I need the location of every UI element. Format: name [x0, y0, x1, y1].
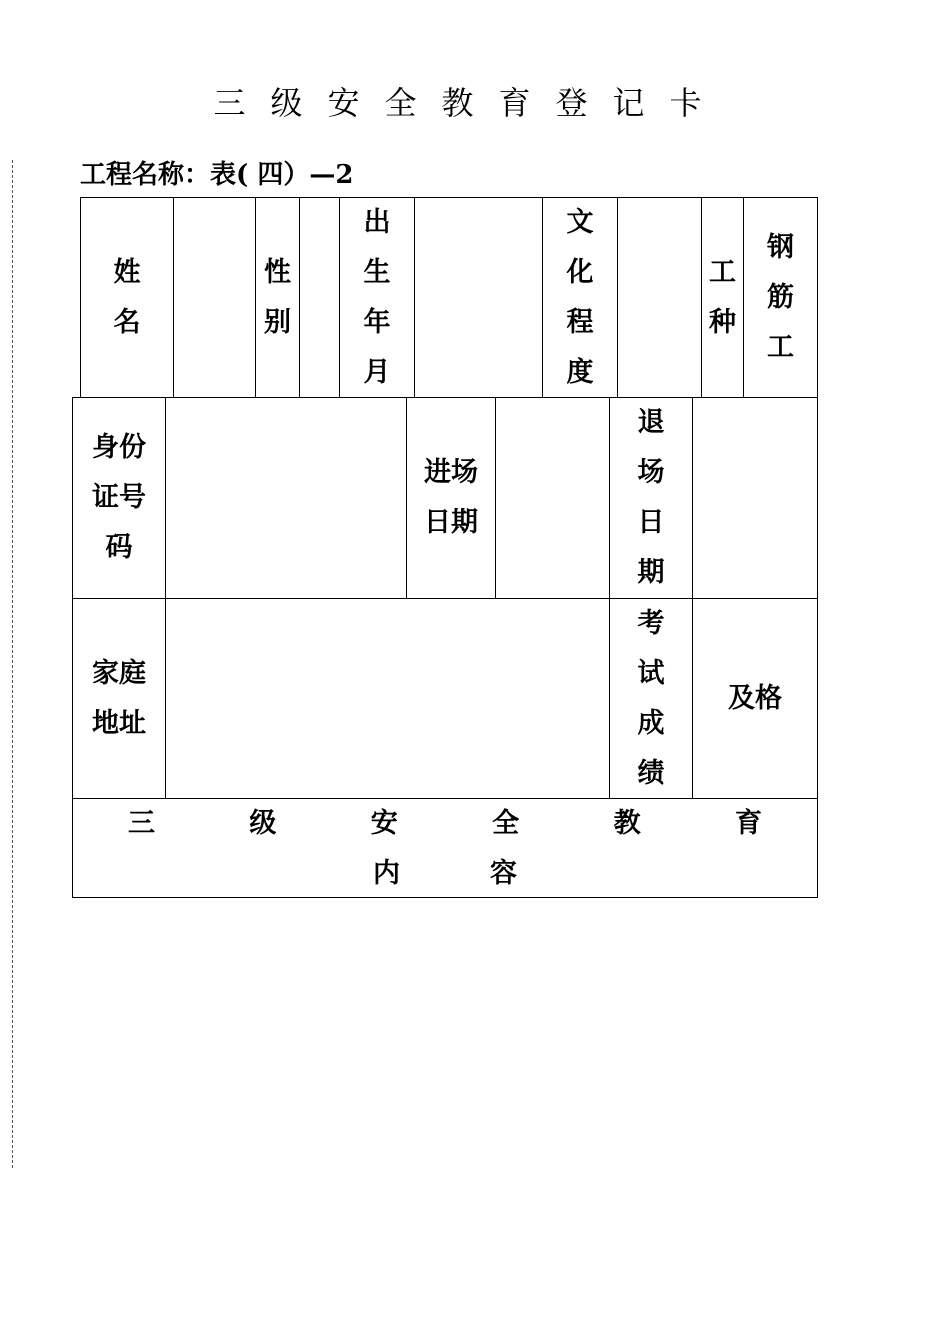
- glyph: 三: [128, 808, 155, 839]
- glyph: 筋: [767, 281, 794, 313]
- glyph: 育: [734, 808, 762, 839]
- score-value-cell[interactable]: [692, 598, 818, 799]
- glyph: 成: [637, 707, 665, 739]
- gender-value-cell[interactable]: [299, 197, 340, 398]
- entry-label-cell: [406, 397, 496, 599]
- glyph: 教: [613, 808, 641, 839]
- name-label-cell: [80, 197, 174, 398]
- content-heading-line1: [73, 799, 817, 849]
- address-value-cell[interactable]: [165, 598, 610, 799]
- glyph: 工: [709, 256, 736, 288]
- trade-label-cell: [701, 197, 744, 398]
- content-heading-line2: [73, 849, 817, 899]
- glyph: 考: [637, 607, 665, 639]
- education-content-heading: [73, 799, 817, 899]
- glyph: 容: [490, 858, 517, 889]
- glyph: 出: [363, 206, 391, 238]
- glyph: 性: [264, 256, 291, 288]
- entry-value-cell[interactable]: [495, 397, 610, 599]
- exit-date-label: [638, 398, 665, 598]
- page-title: 三级安全教育登记卡: [213, 84, 727, 122]
- entry-date-label: 进场日期: [424, 457, 478, 538]
- glyph: 全: [492, 808, 520, 839]
- glyph: 程: [566, 306, 594, 338]
- binding-cut-line: [12, 160, 13, 1168]
- name-label: [114, 248, 141, 348]
- glyph: 姓: [113, 256, 141, 288]
- glyph: 生: [363, 256, 391, 288]
- id-label: 身份证号码: [92, 432, 146, 563]
- glyph: 试: [637, 657, 665, 689]
- id-label-cell: [72, 397, 166, 599]
- project-name-label: 工程名称：表( 四）—2: [80, 160, 354, 190]
- gender-label: [264, 248, 291, 348]
- glyph: 绩: [637, 757, 665, 789]
- trade-value-cell[interactable]: [743, 197, 818, 398]
- score-label: [638, 599, 665, 799]
- score-label-cell: [609, 598, 693, 799]
- glyph: 名: [113, 306, 141, 338]
- education-label: [567, 198, 594, 398]
- trade-value: [767, 223, 794, 373]
- glyph: 文: [566, 206, 594, 238]
- gender-label-cell: [255, 197, 300, 398]
- education-content-cell: [72, 798, 818, 898]
- glyph: 内: [373, 858, 400, 889]
- glyph: 月: [363, 356, 391, 388]
- id-value-cell[interactable]: [165, 397, 407, 599]
- name-value-cell[interactable]: [173, 197, 256, 398]
- education-value-cell[interactable]: [617, 197, 702, 398]
- birth-label: [364, 198, 391, 398]
- exit-value-cell[interactable]: [692, 397, 818, 599]
- birth-value-cell[interactable]: [414, 197, 543, 398]
- glyph: 期: [637, 557, 665, 588]
- exit-label-cell: [609, 397, 693, 599]
- glyph: 别: [264, 306, 291, 338]
- glyph: 种: [709, 306, 736, 338]
- glyph: 安: [370, 808, 398, 839]
- address-label: 家庭地址: [92, 657, 146, 739]
- glyph: 场: [637, 457, 665, 488]
- address-label-cell: [72, 598, 166, 799]
- glyph: 年: [363, 306, 391, 338]
- score-value: 及格: [728, 682, 782, 714]
- glyph: 工: [767, 331, 794, 363]
- trade-label: [709, 248, 736, 348]
- birth-label-cell: [339, 197, 415, 398]
- glyph: 度: [566, 356, 594, 388]
- glyph: 退: [637, 407, 665, 438]
- glyph: 级: [249, 808, 277, 839]
- glyph: 日: [637, 507, 665, 538]
- glyph: 化: [566, 256, 594, 288]
- education-label-cell: [542, 197, 618, 398]
- glyph: 钢: [767, 231, 794, 263]
